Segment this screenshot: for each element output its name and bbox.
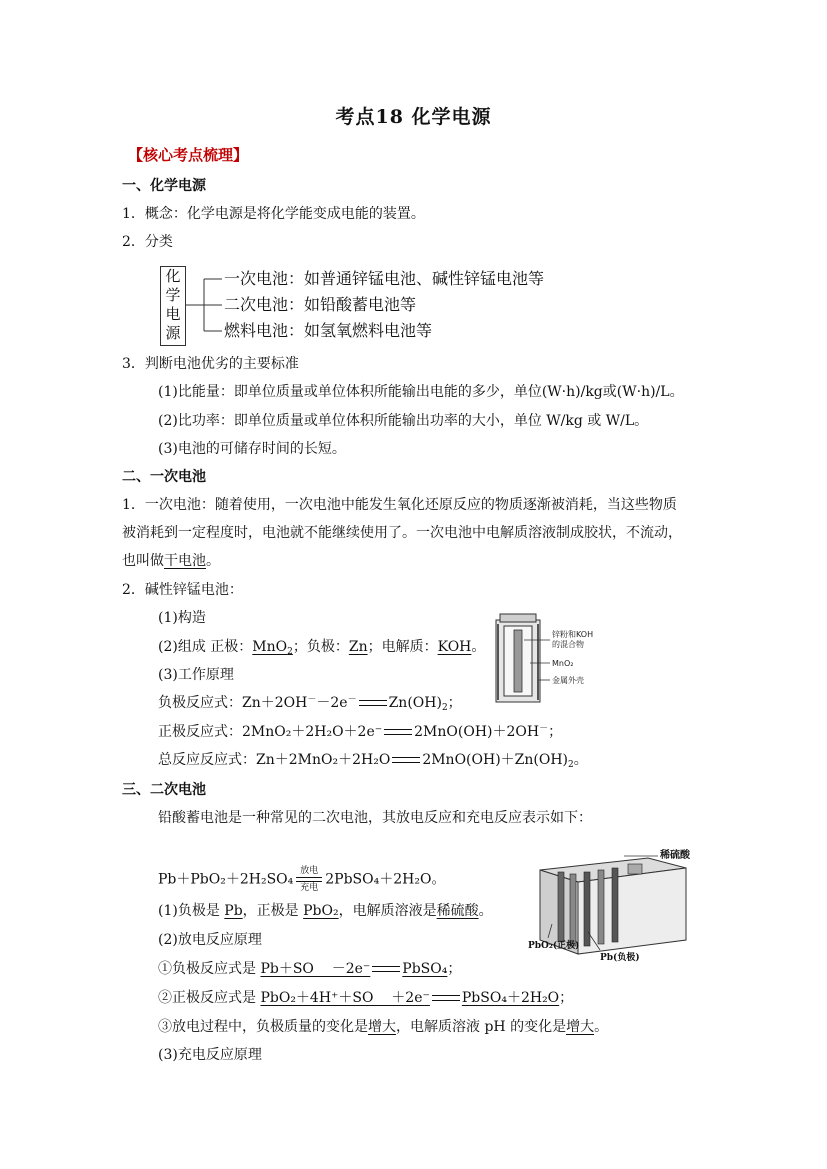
paragraph: 被消耗到一定程度时，电池就不能继续使用了。一次电池中电解质溶液制成胶状，不流动， xyxy=(122,525,682,541)
text: ③放电过程中，负极质量的变化是 xyxy=(158,1019,368,1035)
figure-label: PbO₂(正极) xyxy=(528,941,580,951)
text: ； xyxy=(447,695,462,711)
figure-label: 稀硫酸 xyxy=(660,850,690,861)
paragraph: 2．碱性锌锰电池： xyxy=(122,582,243,598)
subscript: 2 xyxy=(441,703,448,713)
text: －2e xyxy=(316,695,348,711)
text: ，电解质溶液是 xyxy=(338,903,437,919)
paragraph xyxy=(122,551,220,571)
text: Zn＋2OH xyxy=(242,695,308,711)
reversible-arrow xyxy=(296,866,322,893)
tree-branch-3: 燃料电池：如氢氧燃料电池等 xyxy=(224,321,433,340)
text: 。 xyxy=(573,752,588,768)
text: 。 xyxy=(594,1019,609,1035)
equation-lead-acid xyxy=(158,866,445,893)
section-heading-2: 二、一次电池 xyxy=(122,469,206,485)
text: ，电解质溶液 pH 的变化是 xyxy=(396,1019,567,1035)
equation-negative xyxy=(158,693,462,713)
text: Zn＋2MnO₂＋2H₂O xyxy=(256,752,391,768)
paragraph: (2)比功率：即单位质量或单位体积所能输出功率的大小，单位 W/kg 或 W/L。 xyxy=(158,413,649,429)
page-title: 考点18 化学电源 xyxy=(335,106,492,128)
equation-positive xyxy=(158,988,573,1008)
text: ； xyxy=(548,724,563,740)
text: 2MnO(OH)＋Zn(OH) xyxy=(422,752,569,768)
paragraph xyxy=(158,901,493,921)
text: ；负极： xyxy=(292,639,349,655)
text: 正极反应式： xyxy=(158,724,242,740)
section-heading-3: 三、二次电池 xyxy=(122,782,206,798)
tree-root-box xyxy=(160,266,186,346)
figure-label: 的混合物 xyxy=(552,640,584,649)
paragraph: 2．分类 xyxy=(122,234,173,250)
tree-root-char: 源 xyxy=(165,324,181,342)
text: Zn(OH) xyxy=(388,695,442,711)
answer-underline: KOH xyxy=(437,639,472,655)
section-tag: 【核心考点梳理】 xyxy=(128,146,249,164)
equals-sign xyxy=(372,966,400,972)
text: ； xyxy=(559,990,574,1006)
condition-bottom: 充电 xyxy=(300,883,319,893)
equals-sign xyxy=(392,757,420,763)
figure-label: Pb(负极) xyxy=(600,953,640,963)
text: ②正极反应式是 xyxy=(158,990,261,1006)
tree-branch-2: 二次电池：如铅酸蓄电池等 xyxy=(224,295,417,314)
answer-underline: PbSO₄＋2H₂O xyxy=(461,990,560,1006)
answer-underline: Pb xyxy=(224,903,243,919)
text: 。 xyxy=(478,903,493,919)
text: 总反应反应式： xyxy=(158,752,256,768)
text: 。 xyxy=(206,553,220,569)
answer-underline: PbO₂＋4H⁺＋SO ＋2e⁻ xyxy=(260,990,430,1006)
subscript: 2 xyxy=(287,647,293,657)
answer-underline xyxy=(252,639,293,655)
text: 2MnO(OH)＋2OH xyxy=(414,724,540,740)
text: 也叫做 xyxy=(122,553,164,569)
text: ①负极反应式是 xyxy=(158,961,261,977)
paragraph: 1．一次电池：随着使用，一次电池中能发生氧化还原反应的物质逐渐被消耗，当这些物质 xyxy=(122,497,677,513)
tree-branch-1: 一次电池：如普通锌锰电池、碱性锌锰电池等 xyxy=(224,269,545,288)
text: ，正极是 xyxy=(242,903,304,919)
text: MnO xyxy=(252,639,288,655)
text: (2)组成 正极： xyxy=(158,639,253,655)
answer-underline: PbSO₄ xyxy=(402,961,448,977)
classification-tree xyxy=(160,266,580,346)
answer-underline: Pb＋SO －2e⁻ xyxy=(260,961,371,977)
section-heading-1: 一、化学电源 xyxy=(122,178,206,194)
tree-root-char: 学 xyxy=(165,286,181,304)
text: 2PbSO₄＋2H₂O。 xyxy=(325,871,446,888)
superscript: － xyxy=(347,695,357,705)
paragraph: 铅酸蓄电池是一种常见的二次电池，其放电反应和充电反应表示如下： xyxy=(158,810,592,826)
paragraph: 3．判断电池优劣的主要标准 xyxy=(122,356,299,372)
figure-label: 锌粉和KOH xyxy=(552,630,594,639)
condition-top: 放电 xyxy=(300,866,319,876)
text: (1)负极是 xyxy=(158,903,225,919)
answer-underline: 增大 xyxy=(566,1019,595,1035)
figure-label: MnO₂ xyxy=(552,659,574,668)
paragraph: 1．概念：化学电源是将化学能变成电能的装置。 xyxy=(122,206,425,222)
text: 。 xyxy=(471,639,486,655)
equation-positive xyxy=(158,722,562,742)
paragraph: (2)放电反应原理 xyxy=(158,932,262,948)
text: 负极反应式： xyxy=(158,695,242,711)
paragraph: (1)比能量：即单位质量或单位体积所能输出电能的多少，单位(W·h)/kg或(W·h)/L。 xyxy=(158,384,684,400)
paragraph xyxy=(158,1017,608,1037)
answer-underline: 稀硫酸 xyxy=(436,903,479,919)
equation-negative xyxy=(158,959,461,979)
answer-underline: Zn xyxy=(348,639,368,655)
figure-label: 金属外壳 xyxy=(552,676,584,685)
paragraph xyxy=(158,637,485,657)
paragraph: (3)工作原理 xyxy=(158,667,234,683)
text: ；电解质： xyxy=(367,639,438,655)
equation-total xyxy=(158,750,588,770)
text: ； xyxy=(447,961,462,977)
answer-underline: PbO₂ xyxy=(303,903,339,919)
text: 2MnO₂＋2H₂O＋2e⁻ xyxy=(242,724,383,740)
alkaline-battery-figure xyxy=(492,610,612,706)
equals-sign xyxy=(359,700,387,706)
text: Pb＋PbO₂＋2H₂SO₄ xyxy=(158,871,294,888)
superscript: － xyxy=(539,724,549,734)
tree-root-char: 化 xyxy=(165,267,181,285)
equals-sign xyxy=(384,729,412,735)
answer-underline: 增大 xyxy=(368,1019,396,1035)
paragraph: (3)电池的可储存时间的长短。 xyxy=(158,441,346,457)
paragraph: (3)充电反应原理 xyxy=(158,1047,262,1063)
superscript: － xyxy=(307,695,317,705)
equals-sign xyxy=(432,995,460,1001)
subscript: 2 xyxy=(568,760,574,770)
lead-acid-battery-figure xyxy=(528,842,708,967)
tree-root-char: 电 xyxy=(165,305,181,323)
paragraph: (1)构造 xyxy=(158,610,206,626)
answer-underline: 干电池 xyxy=(164,553,206,569)
